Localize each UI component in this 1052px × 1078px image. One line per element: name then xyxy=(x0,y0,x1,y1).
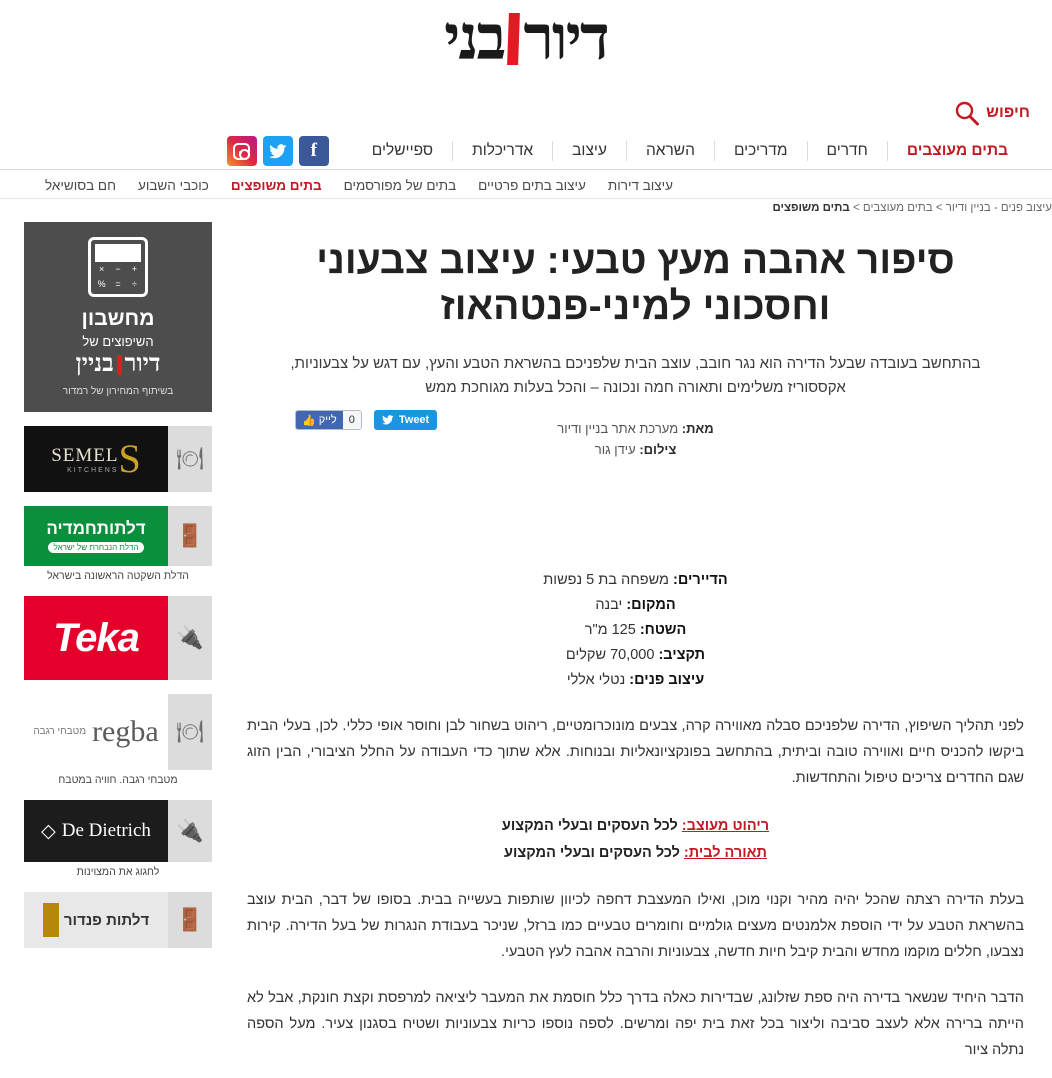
kitchen-dome-icon: 🍽 xyxy=(176,446,204,471)
article-facts xyxy=(247,568,1024,693)
social-links xyxy=(227,136,329,166)
photo-label: צילום: xyxy=(639,442,677,457)
article-paragraph-2: בעלת הדירה רצתה שהכל יהיה מהיר וקנוי מוכן, ואילו המעצבת דחפה לכיוון שותפות בעשייה בבית. בסופו של דבר, הבית עוצב בהשראת הטבע על ידי הוספת אלמנטים מעצים גולמיים וחומרים טבעיים כמו ברזל, שניכר בעבודת הנגרות של בעל הדירה. קירות נצבעו, חללים מוקמו מחדש והבית קיבל חיות חדשה, צבעוניות והרבה אהבה לעץ הטבעי. xyxy=(247,892,1024,960)
article-standfirst: בהתחשב בעובדה שבעל הדירה הוא נגר חובב, עוצב הבית שלפניכם בהשראת הטבע והעץ, עם דגש על צבעוניות, אקססוריז משלימים ותאורה חמה ונכונה – והכל בעלות מגוחכת ממש xyxy=(290,355,981,396)
ad-pandor-brand: דלתות פנדור xyxy=(63,911,150,929)
ad-machshevon-line1: השיפוצים של xyxy=(82,334,154,349)
ad-pandor-side xyxy=(168,892,212,948)
ad-hemdia-brand: דלתותחמדיה xyxy=(46,519,146,538)
subnav-item-kochvei-hashavua[interactable]: כוכבי השבוע xyxy=(137,177,209,193)
nav-item-hashraa[interactable]: השראה xyxy=(626,141,714,161)
twitter-bird-icon xyxy=(382,415,394,425)
facebook-like-button[interactable] xyxy=(295,410,362,430)
article-content xyxy=(217,222,1052,1078)
fact-row xyxy=(247,568,1024,593)
fact-row xyxy=(247,643,1024,668)
search-row xyxy=(0,100,1052,132)
ad-pandor[interactable] xyxy=(24,892,212,948)
nav-item-itzuv[interactable]: עיצוב xyxy=(552,141,626,161)
photo-value: עידן גור xyxy=(594,442,640,457)
ad-hemdia[interactable] xyxy=(24,506,212,582)
ad-machshevon-title: מחשבון xyxy=(81,307,155,330)
door-icon: 🚪 xyxy=(176,523,204,548)
fact-value: משפחה בת 5 נפשות xyxy=(543,572,674,588)
search-icon[interactable] xyxy=(954,100,980,126)
ad-regba-caption: מטבחי רגבה. חוויה במטבח xyxy=(58,774,178,786)
ad-dedietrich-side xyxy=(168,800,212,862)
fact-label: הדיירים: xyxy=(673,572,728,588)
fact-row xyxy=(247,593,1024,618)
ad-regba-side xyxy=(168,694,212,770)
link-suffix: לכל העסקים ובעלי המקצוע xyxy=(504,845,684,861)
main-navigation xyxy=(0,132,1052,170)
article-paragraph-1: לפני תהליך השיפוץ, הדירה שלפניכם סבלה מאווירה קרה, צבעים מונוכרומטיים, ריהוט בשחור לבן וחוסר אופי כללי. לכן, בעלי הבית ביקשו להכניס חיים ואווירה טובה וביתית, בהתחשב בפונקציונאליות ובנוחות. אלא שתוך כדי העבודה על החלל הציבורי, הבין הזוג שגם החדרים צריכים טיפול והתחדשות. xyxy=(247,718,1024,786)
ad-hemdia-sub: הדלת הנבחרת של ישראל xyxy=(48,542,145,553)
related-link-row xyxy=(247,813,1024,840)
facebook-icon[interactable]: f xyxy=(299,136,329,166)
plug-icon: 🔌 xyxy=(176,625,204,650)
instagram-icon[interactable] xyxy=(227,136,257,166)
ad-machshevon[interactable] xyxy=(24,222,212,412)
diamond-icon: ◇ xyxy=(41,820,56,842)
link-riut-meutzav[interactable]: ריהוט מעוצב: xyxy=(681,818,770,834)
ad-semel[interactable] xyxy=(24,426,212,492)
logo-red-bar xyxy=(508,13,521,65)
sidebar-ads xyxy=(24,222,212,962)
subnav-item-batim-meshupatzim[interactable]: בתים משופצים xyxy=(230,177,322,193)
like-count: 0 xyxy=(343,411,361,429)
nav-item-madrichim[interactable]: מדריכים xyxy=(714,141,807,161)
kitchen-dome-icon: 🍽 xyxy=(176,719,204,744)
fact-label: המקום: xyxy=(626,597,676,613)
ad-machshevon-brand: דיור בניין xyxy=(75,351,161,377)
ad-regba-brand: מטבחי רגבה xyxy=(33,726,87,737)
subnav-item-cham-basocial[interactable]: חם בסושיאל xyxy=(45,177,116,193)
plug-icon: 🔌 xyxy=(176,818,204,843)
link-suffix: לכל העסקים ובעלי המקצוע xyxy=(501,818,682,834)
ad-teka-brand: Teka xyxy=(24,596,168,680)
page-title: סיפור אהבה מעץ טבעי: עיצוב צבעוני וחסכוני למיני-פנטהאוז xyxy=(316,239,955,328)
byline-label: מאת: xyxy=(681,421,714,436)
search-box[interactable] xyxy=(954,100,1030,126)
like-label: לייק xyxy=(318,414,337,426)
breadcrumb-trail[interactable]: עיצוב פנים - בניין ודיור > בתים מעוצבים > xyxy=(849,202,1052,214)
fact-label: השטח: xyxy=(639,622,687,638)
logo-text-left: בני xyxy=(444,5,505,73)
breadcrumb-current: בתים משופצים xyxy=(772,202,850,214)
logo-text-right: דיור xyxy=(523,5,608,73)
ad-hemdia-side xyxy=(168,506,212,566)
ad-dedietrich-caption: לחגוג את המצוינות xyxy=(76,866,160,878)
search-label: חיפוש xyxy=(986,104,1030,121)
subnav-item-batim-pratiim[interactable]: עיצוב בתים פרטיים xyxy=(478,177,586,193)
fact-value: נטלי אללי xyxy=(566,672,630,688)
byline-value: מערכת אתר בניין ודיור xyxy=(557,421,682,436)
like-action[interactable] xyxy=(296,411,343,429)
link-teura-labait[interactable]: תאורה לבית: xyxy=(683,845,767,861)
fact-label: תקציב: xyxy=(658,647,706,663)
ad-semel-side xyxy=(168,426,212,492)
tweet-button[interactable] xyxy=(374,410,437,430)
ad-semel-sub: KITCHENS xyxy=(67,466,119,474)
fact-value: 125 מ"ר xyxy=(584,622,640,638)
fact-label: עיצוב פנים: xyxy=(629,672,705,688)
nav-item-adrichalut[interactable]: אדריכלות xyxy=(452,141,552,161)
fact-value: 70,000 שקלים xyxy=(565,647,659,663)
related-links xyxy=(247,813,1024,867)
breadcrumb xyxy=(0,202,1052,214)
fact-value: יבנה xyxy=(595,597,627,613)
ad-dedietrich[interactable] xyxy=(24,800,212,878)
tweet-label: Tweet xyxy=(398,414,430,426)
regba-wordmark: regba xyxy=(92,715,159,748)
subnav-item-batim-mefursamim[interactable]: בתים של מפורסמים xyxy=(343,177,457,193)
nav-item-chadarim[interactable]: חדרים xyxy=(807,141,887,161)
calculator-icon: + − × ÷ = % xyxy=(88,237,148,297)
ad-hemdia-caption: הדלת השקטה הראשונה בישראל xyxy=(47,570,189,582)
ad-dedietrich-brand: De Dietrich xyxy=(61,820,151,841)
article-paragraph-3: הדבר היחיד שנשאר בדירה היה ספת שזלונג, שבדירות כאלה בדרך כלל חוסמת את המעבר ליציאה למרפסת וקצת חונקת, אבל לא הייתה ברירה אלא לעצב סביבה וליצור בכל זאת בית יפה ומרשים. לספה נוספו כריות צבעוניות ושטיח בסגנון צעיר. מעל הספה נתלה ציור xyxy=(247,990,1024,1058)
related-link-row xyxy=(247,840,1024,867)
ad-semel-brand: SEMEL xyxy=(51,444,119,466)
thumbs-up-icon: 👍 xyxy=(302,414,316,427)
fact-row xyxy=(247,618,1024,643)
ad-teka-side xyxy=(168,596,212,680)
subnav-item-itzuv-dirot[interactable]: עיצוב דירות xyxy=(607,177,673,193)
semel-s-letter: S xyxy=(118,436,141,481)
site-header xyxy=(0,0,1052,78)
site-logo[interactable] xyxy=(444,5,608,73)
ad-teka[interactable] xyxy=(24,596,212,680)
share-buttons xyxy=(295,410,437,430)
ad-machshevon-footer: בשיתוף המחירון של רמדור xyxy=(62,386,174,397)
ad-regba[interactable] xyxy=(24,694,212,786)
nav-item-batim-meutzavim[interactable]: בתים מעוצבים xyxy=(887,141,1027,161)
sub-navigation xyxy=(0,171,1052,199)
nav-item-speicialim[interactable]: ספיישלים xyxy=(371,142,434,159)
twitter-icon[interactable] xyxy=(263,136,293,166)
photo-credit xyxy=(247,439,1024,460)
door-icon: 🚪 xyxy=(176,907,204,932)
fact-row xyxy=(247,668,1024,693)
